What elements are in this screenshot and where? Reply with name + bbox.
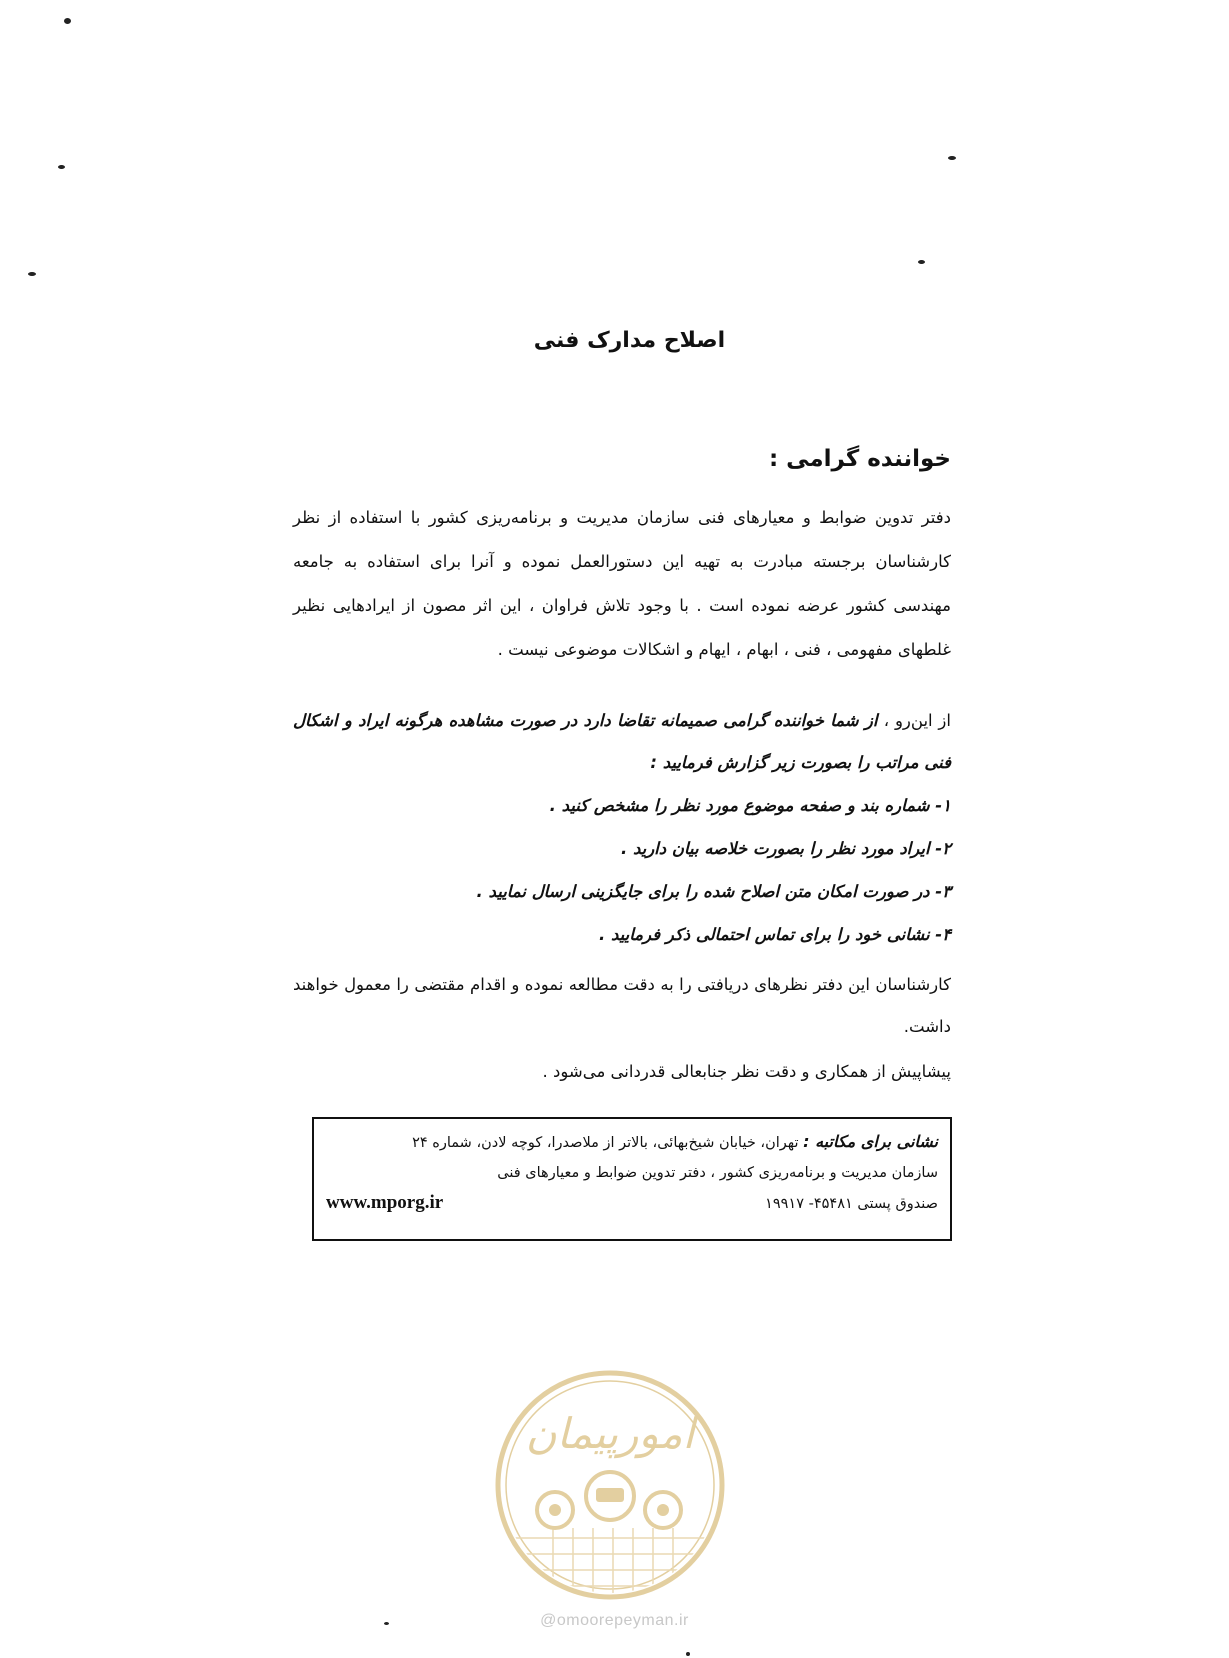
address-line-2: سازمان مدیریت و برنامه‌ریزی کشور ، دفتر تدوین ضوابط و معیارهای فنی	[497, 1165, 938, 1181]
request-emphasis: از شما خواننده گرامی صمیمانه تقاضا دارد در صورت مشاهده هرگونه ایراد و اشکال فنی مراتب را بصورت زیر گزارش فرمایید :	[293, 711, 951, 772]
report-step: ۱- شماره بند و صفحه موضوع مورد نظر را مشخص کنید .	[549, 796, 951, 815]
report-steps-list	[293, 784, 951, 956]
address-street: تهران، خیابان شیخ‌بهائی، بالاتر از ملاصدرا، کوچه لادن، شماره ۲۴	[412, 1135, 804, 1151]
thanks-paragraph: پیشاپیش از همکاری و دقت نظر جنابعالی قدردانی می‌شود .	[542, 1062, 951, 1081]
mailing-address-box	[312, 1117, 952, 1241]
po-box: صندوق پستی ۴۵۴۸۱- ۱۹۹۱۷	[765, 1196, 938, 1212]
watermark-site: @omoorepeyman.ir	[540, 1612, 689, 1629]
request-paragraph	[293, 700, 951, 784]
scan-speck	[918, 260, 925, 264]
intro-paragraph: دفتر تدوین ضوابط و معیارهای فنی سازمان مدیریت و برنامه‌ریزی کشور با استفاده از نظر کارشناسان برجسته مبادرت به تهیه این دستورالعمل نموده و آنرا برای استفاده به جامعه مهندسی کشور عرضه نموده است . با وجود تلاش فراوان ، این اثر مصون از ایرادهایی نظیر غلطهای مفهومی ، فنی ، ابهام ، ایهام و اشکالات موضوعی نیست .	[293, 508, 951, 659]
scan-speck	[948, 156, 956, 160]
scan-speck	[686, 1652, 690, 1656]
report-step: ۲- ایراد مورد نظر را بصورت خلاصه بیان دارید .	[620, 839, 951, 858]
address-line-3	[326, 1188, 938, 1219]
report-step: ۳- در صورت امکان متن اصلاح شده را برای جایگزینی ارسال نمایید .	[476, 882, 951, 901]
scan-speck	[58, 165, 65, 169]
website-link[interactable]: www.mporg.ir	[326, 1192, 444, 1213]
watermark-seal-icon	[493, 1368, 727, 1602]
report-step: ۴- نشانی خود را برای تماس احتمالی ذکر فرمایید .	[599, 925, 951, 944]
followup-paragraph: کارشناسان این دفتر نظرهای دریافتی را به دقت مطالعه نموده و اقدام مقتضی را معمول خواهند داشت.	[293, 975, 951, 1036]
greeting-heading: خواننده گرامی :	[768, 446, 951, 472]
address-line-1	[326, 1127, 938, 1158]
page-title: اصلاح مدارک فنی	[533, 328, 726, 353]
address-label: نشانی برای مکاتبه :	[803, 1132, 938, 1151]
scan-speck	[28, 272, 36, 276]
seal-text: امورپیمان	[525, 1409, 695, 1458]
request-prefix: از این‌رو ،	[883, 711, 951, 730]
scan-speck	[64, 18, 71, 24]
